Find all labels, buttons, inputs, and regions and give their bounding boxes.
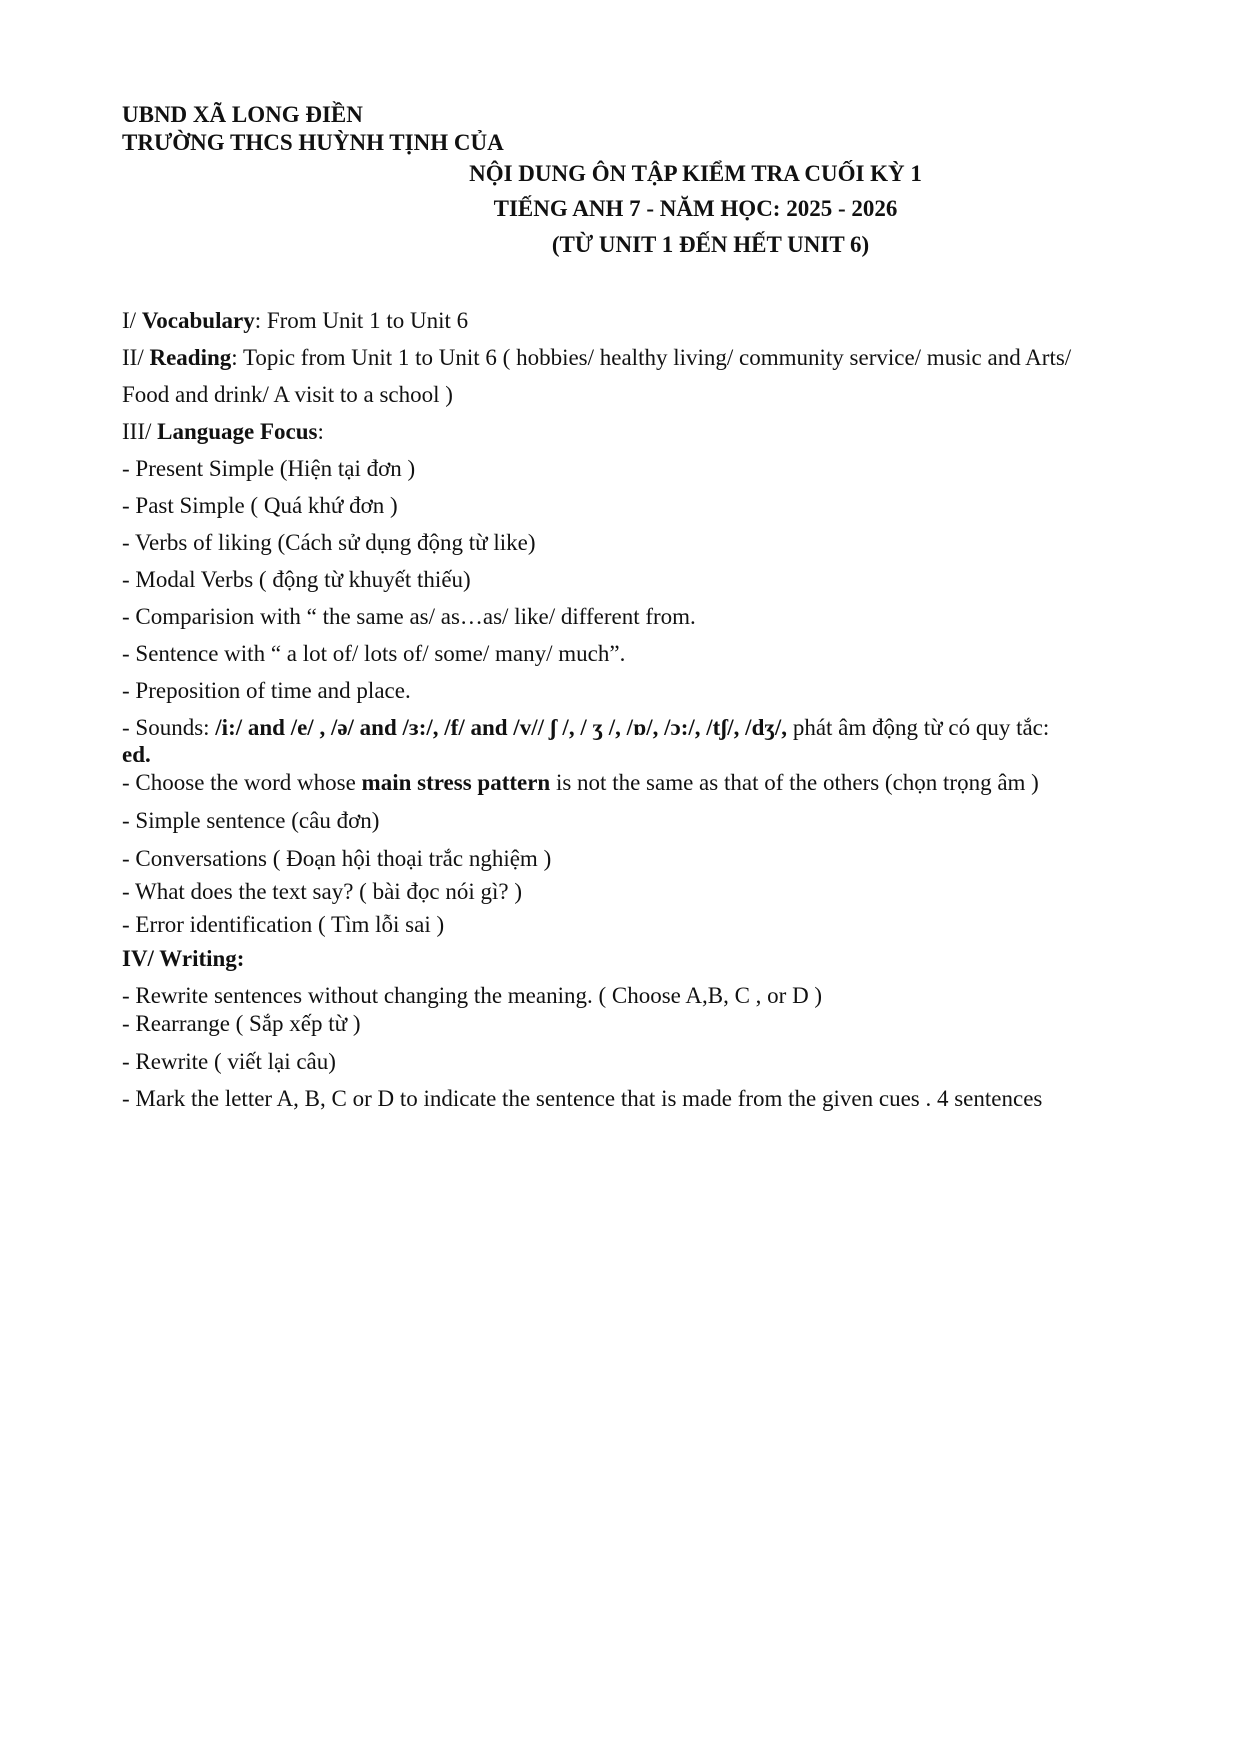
stress-bold: main stress pattern (361, 770, 551, 795)
reading-text: : Topic from Unit 1 to Unit 6 ( hobbies/ healthy living/ community service/ music and Arts/ (231, 345, 1072, 370)
sounds-ed-text: ed. (122, 742, 151, 767)
list-item-rearrange: - Rearrange ( Sắp xếp từ ) (122, 1011, 361, 1036)
sounds-ed (122, 741, 151, 769)
list-item-modal-verbs: - Modal Verbs ( động từ khuyết thiếu) (122, 567, 471, 592)
list-item-verbs-of-liking: - Verbs of liking (Cách sử dụng động từ like) (122, 530, 536, 555)
list-item-sounds (122, 714, 1049, 742)
doc-title-line-1: NỘI DUNG ÔN TẬP KIỂM TRA CUỐI KỲ 1 (469, 161, 922, 186)
reading-prefix: II/ (122, 345, 150, 370)
list-item-rewrite-meaning: - Rewrite sentences without changing the meaning. ( Choose A,B, C , or D ) (122, 983, 823, 1008)
list-item-stress (122, 769, 1039, 797)
sounds-suffix: phát âm động từ có quy tắc: (787, 715, 1050, 740)
list-item-what-text-say: - What does the text say? ( bài đọc nói gì? ) (122, 879, 523, 904)
org-line-1: UBND XÃ LONG ĐIỀN (122, 102, 363, 127)
list-item-past-simple: - Past Simple ( Quá khứ đơn ) (122, 493, 398, 518)
sounds-prefix: - Sounds: (122, 715, 216, 740)
language-focus-heading: Language Focus (157, 419, 318, 444)
list-item-present-simple: - Present Simple (Hiện tại đơn ) (122, 456, 416, 481)
vocabulary-text: : From Unit 1 to Unit 6 (254, 308, 469, 333)
list-item-sentence-with: - Sentence with “ a lot of/ lots of/ some/ many/ much”. (122, 641, 626, 666)
list-item-preposition: - Preposition of time and place. (122, 678, 411, 703)
doc-title-line-2: TIẾNG ANH 7 - NĂM HỌC: 2025 - 2026 (493, 196, 898, 221)
list-item-rewrite: - Rewrite ( viết lại câu) (122, 1049, 336, 1074)
section-reading (122, 344, 1071, 372)
vocabulary-heading: Vocabulary (141, 308, 255, 333)
list-item-simple-sentence: - Simple sentence (câu đơn) (122, 808, 380, 833)
stress-suffix: is not the same as that of the others (chọn trọng âm ) (550, 770, 1039, 795)
reading-heading: Reading (149, 345, 232, 370)
vocabulary-prefix: I/ (122, 308, 142, 333)
writing-heading: IV/ Writing: (122, 946, 245, 971)
list-item-conversations: - Conversations ( Đoạn hội thoại trắc nghiệm ) (122, 846, 552, 871)
org-line-2: TRƯỜNG THCS HUỲNH TỊNH CỦA (122, 130, 504, 155)
stress-prefix: - Choose the word whose (122, 770, 362, 795)
section-vocabulary (122, 307, 468, 335)
list-item-mark-letter: - Mark the letter A, B, C or D to indicate the sentence that is made from the given cues . 4 sentences (122, 1086, 1043, 1111)
language-focus-prefix: III/ (122, 419, 158, 444)
sounds-phonemes: /i:/ and /e/ , /ə/ and /ɜ:/, /f/ and /v// ʃ /, / ʒ /, /ɒ/, /ɔ:/, /tʃ/, /dʒ/, (215, 715, 788, 740)
list-item-error-identification: - Error identification ( Tìm lỗi sai ) (122, 912, 445, 937)
list-item-comparision: - Comparision with “ the same as/ as…as/ like/ different from. (122, 604, 696, 629)
doc-title-line-3: (TỪ UNIT 1 ĐẾN HẾT UNIT 6) (551, 232, 870, 257)
section-writing (122, 945, 244, 973)
section-language-focus (122, 418, 324, 446)
reading-text-continued: Food and drink/ A visit to a school ) (122, 382, 453, 407)
language-focus-suffix: : (317, 419, 324, 444)
